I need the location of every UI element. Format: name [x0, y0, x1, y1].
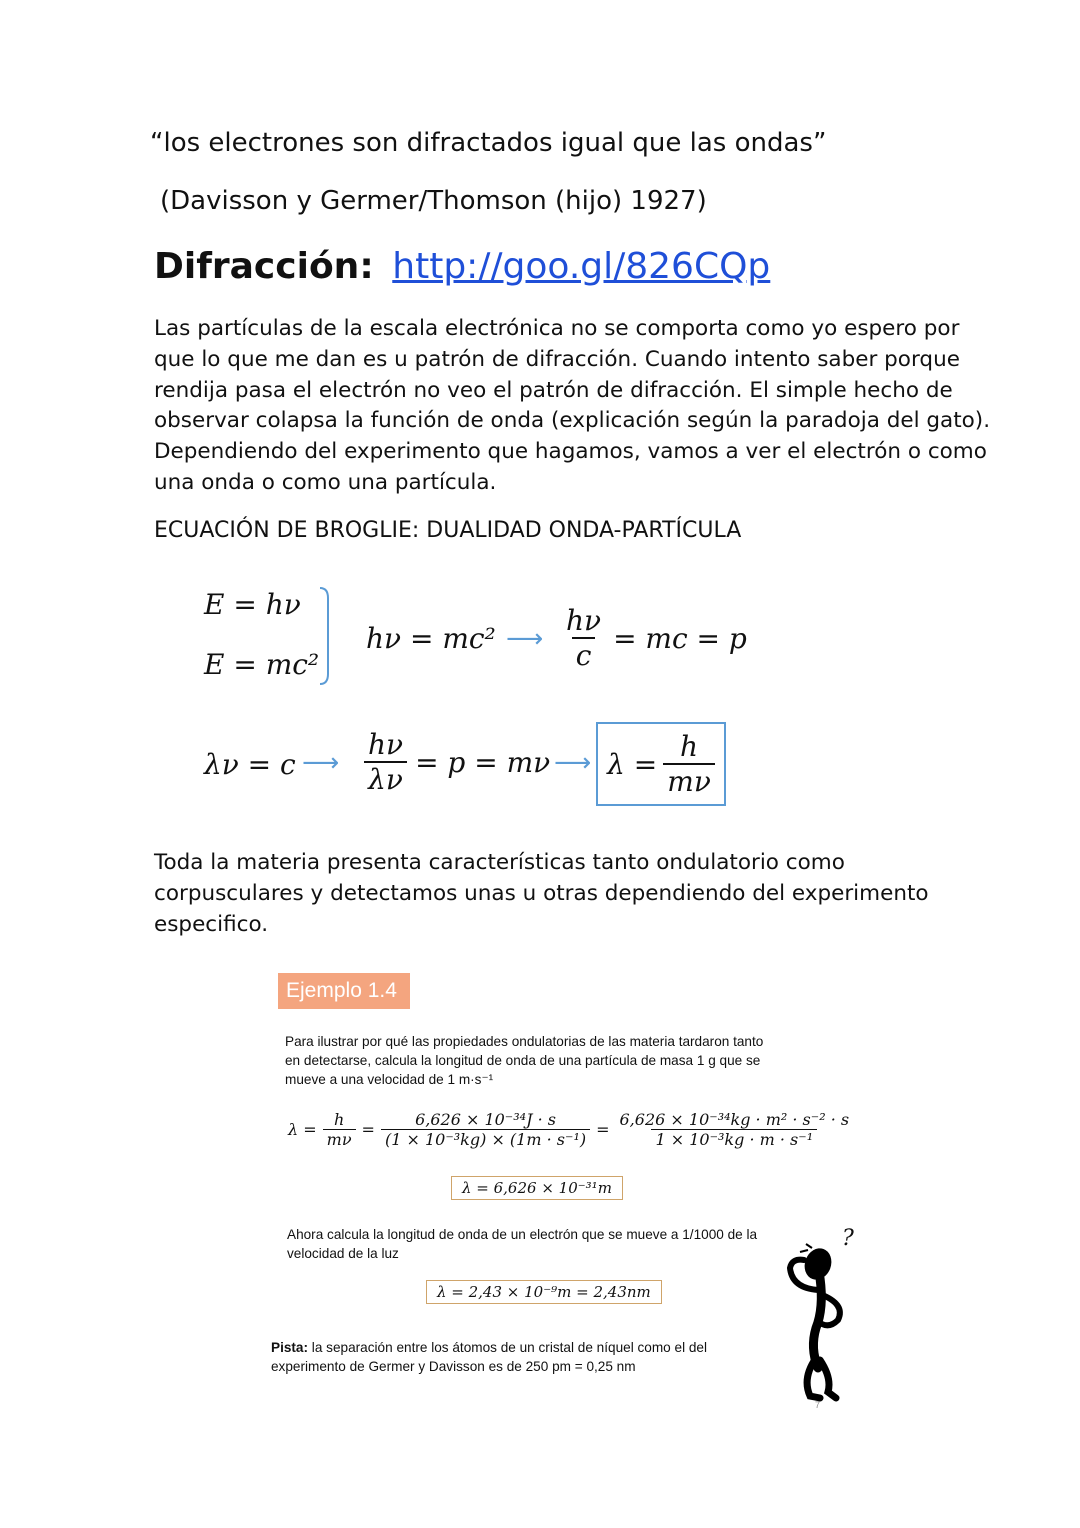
fraction-numerator: hν [566, 604, 602, 637]
paragraph-line: Dependiendo del experimento que hagamos, vamos a ver el electrón o como [154, 439, 987, 465]
paragraph-line: observar colapsa la función de onda (explicación según la paradoja del gato). [154, 408, 991, 434]
section-title: ECUACIÓN DE BROGLIE: DUALIDAD ONDA-PARTÍCULA [154, 518, 742, 543]
electron-question [287, 1225, 757, 1263]
example-line: Para ilustrar por qué las propiedades ondulatorias de las materia tardaron tanto [285, 1034, 764, 1049]
explanation-paragraph [154, 314, 990, 499]
equation-lhs: λ = [607, 747, 658, 781]
brace-bracket [318, 586, 334, 686]
fraction-numerator: h [680, 730, 699, 763]
fraction-numeric [381, 1110, 590, 1149]
question-mark: ? [842, 1226, 854, 1251]
fraction-numerator: 6,626 × 10⁻³⁴kg · m² · s⁻² · s [619, 1110, 850, 1129]
arrow-right-icon: ⟶ [506, 624, 544, 654]
diffraction-label: Difracción: [154, 246, 374, 287]
hint [271, 1338, 707, 1376]
paragraph-line: rendija pasa el electrón no veo el patrón de difracción. El simple hecho de [154, 377, 953, 403]
equation-e-mc2: E = mc² [204, 648, 320, 681]
paragraph-line: Las partículas de la escala electrónica no se comporta como yo espero por [154, 316, 960, 341]
equation-rest: = p = mν [415, 745, 551, 779]
arrow-right-icon: ⟶ [554, 748, 592, 778]
page-number: 7 [815, 1400, 821, 1410]
fraction-hv-lambda-nu [364, 728, 407, 796]
equation-hv-mc2: hν = mc² [366, 622, 496, 655]
paragraph-line: corpusculares y detectamos unas u otras dependiendo del experimento [154, 880, 929, 906]
question-line: velocidad de la luz [287, 1246, 399, 1261]
fraction-denominator: (1 × 10⁻³kg) × (1m · s⁻¹) [381, 1129, 590, 1149]
hint-text: la separación entre los átomos de un cristal de níquel como el del [308, 1340, 708, 1355]
example-line: en detectarse, calcula la longitud de onda de una partícula de masa 1 g que se [285, 1053, 761, 1068]
paragraph-line: una onda o como una partícula. [154, 469, 497, 495]
fraction-units [616, 1110, 854, 1149]
equation-lambda-nu-c: λν = c [204, 748, 296, 781]
fraction-h-mv-small [323, 1110, 356, 1149]
paragraph-line: especifico. [154, 911, 269, 937]
hint-line [271, 1338, 707, 1357]
fraction-denominator: mν [323, 1129, 356, 1149]
equation-p-mv [364, 728, 550, 796]
example-badge: Ejemplo 1.4 [278, 973, 410, 1009]
wavelength-calculation [288, 1110, 853, 1149]
arrow-right-icon: ⟶ [302, 748, 340, 778]
result-electron-wavelength: λ = 2,43 × 10⁻⁹m = 2,43nm [426, 1280, 662, 1304]
diffraction-link[interactable]: http://goo.gl/826CQp [392, 246, 771, 287]
calc-lhs: λ = [288, 1120, 317, 1139]
equation-momentum [562, 604, 747, 672]
fraction-denominator: mν [663, 763, 715, 798]
fraction-denominator: c [572, 637, 596, 672]
calc-equals: = [361, 1120, 375, 1139]
matter-paragraph [154, 848, 929, 940]
hint-label: Pista: [271, 1340, 309, 1355]
example-line: mueve a una velocidad de 1 m·s⁻¹ [285, 1072, 494, 1087]
example-statement [285, 1032, 763, 1089]
fraction-numerator: hν [368, 728, 404, 761]
paragraph-line: Toda la materia presenta características tanto ondulatorio como [154, 850, 845, 875]
fraction-h-mv [663, 730, 715, 798]
hint-line: experimento de Germer y Davisson es de 250 pm = 0,25 nm [271, 1359, 636, 1374]
calc-equals: = [596, 1120, 610, 1139]
quote: “los electrones son difractados igual que las ondas” [150, 128, 827, 158]
equation-rest: = mc = p [613, 621, 747, 655]
fraction-hv-c [562, 604, 605, 672]
fraction-denominator: 1 × 10⁻³kg · m · s⁻¹ [651, 1129, 817, 1149]
thinking-figure-icon [780, 1228, 870, 1408]
result-particle-wavelength: λ = 6,626 × 10⁻³¹m [451, 1176, 623, 1200]
citation: (Davisson y Germer/Thomson (hijo) 1927) [160, 186, 707, 216]
de-broglie-boxed-equation [596, 722, 726, 806]
fraction-numerator: 6,626 × 10⁻³⁴J · s [415, 1110, 556, 1129]
paragraph-line: que lo que me dan es u patrón de difracción. Cuando intento saber porque [154, 346, 960, 372]
diffraction-heading [154, 246, 770, 287]
fraction-numerator: h [333, 1110, 345, 1129]
equation-e-hv: E = hν [204, 588, 301, 621]
fraction-denominator: λν [364, 761, 407, 796]
question-line: Ahora calcula la longitud de onda de un electrón que se mueve a 1/1000 de la [287, 1227, 758, 1242]
